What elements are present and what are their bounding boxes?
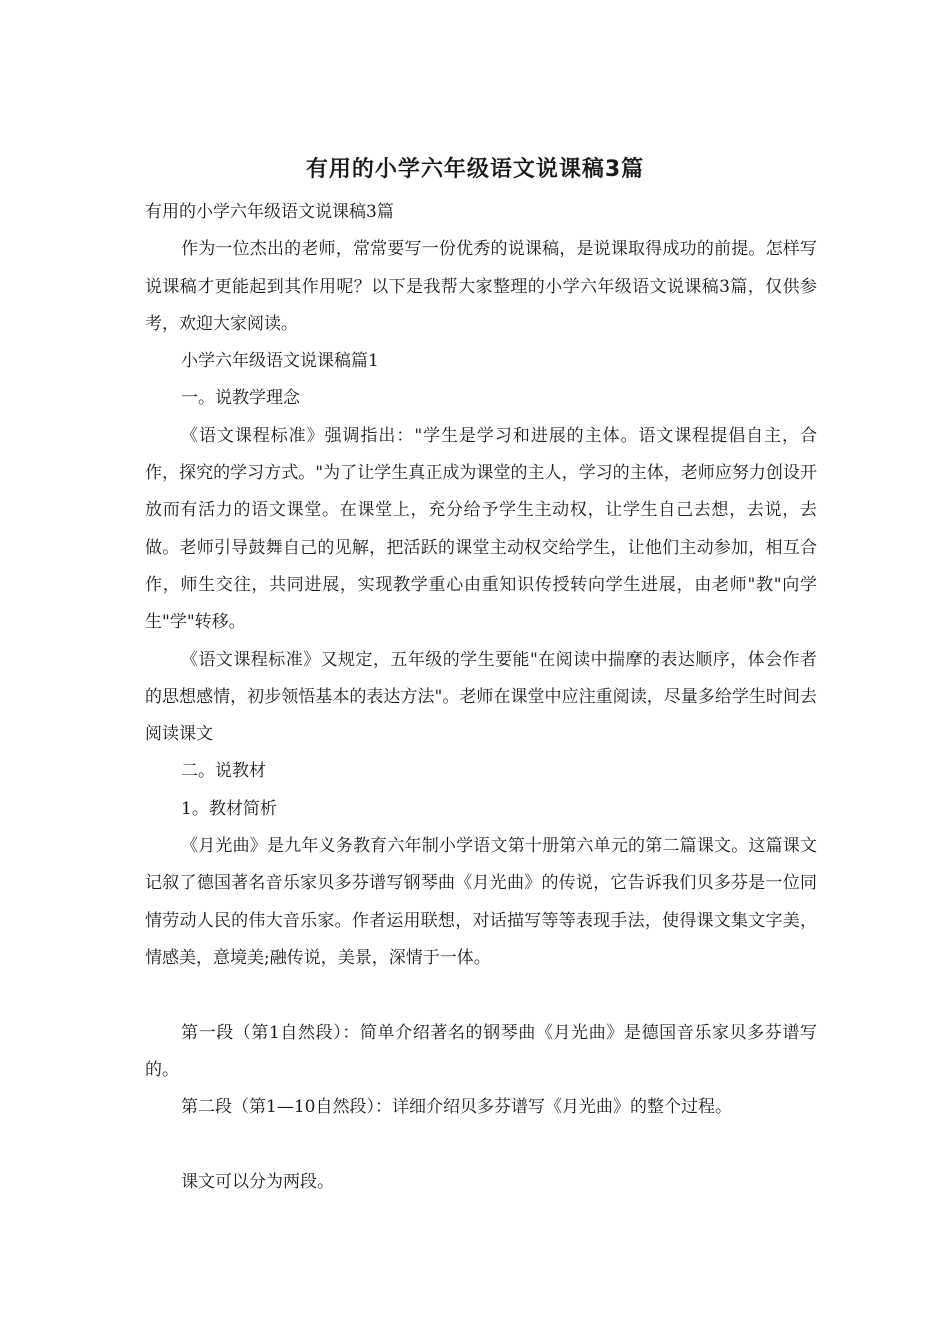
paragraph-moonlight-sonata: 《月光曲》是九年义务教育六年制小学语文第十册第六单元的第二篇课文。这篇课文记叙了德国著名音乐家贝多芬谱写钢琴曲《月光曲》的传说，它告诉我们贝多芬是一位同情劳动人民的伟大音乐家。作者运用联想，对话描写等等表现手法，使得课文集文字美，情感美，意境美;融传说，美景，深情于一体。 [145, 836, 817, 968]
paragraph-curriculum-standard-2: 《语文课程标准》又规定，五年级的学生要能"在阅读中揣摩的表达顺序，体会作者的思想感情，初步领悟基本的表达方法"。老师在课堂中应注重阅读，尽量多给学生时间去阅读课文 [145, 649, 817, 745]
blank-line [145, 977, 817, 1014]
document-title: 有用的小学六年级语文说课稿3篇 [305, 157, 645, 182]
paragraph-section-two: 第二段（第1—10自然段）：详细介绍贝多芬谱写《月光曲》的整个过程。 [181, 1097, 732, 1118]
heading-teaching-material: 二。说教材 [181, 761, 266, 782]
blank-line [145, 1126, 817, 1163]
subtitle-paragraph: 有用的小学六年级语文说课稿3篇 [145, 202, 394, 222]
document-body [145, 194, 817, 1201]
paragraph-curriculum-standard-1: 《语文课程标准》强调指出："学生是学习和进展的主体。语文课程提倡自主，合作，探究的学习方式。"为了让学生真正成为课堂的主人，学习的主体，老师应努力创设开放而有活力的语文课堂。在课堂上，充分给予学生主动权，让学生自己去想，去说，去做。老师引导鼓舞自己的见解，把活跃的课堂主动权交给学生，让他们主动参加，相互合作，师生交往，共同进展，实现教学重心由重知识传授转向学生进展，由老师"教"向学生"学"转移。 [145, 425, 817, 633]
heading-teaching-philosophy: 一。说教学理念 [181, 388, 300, 409]
intro-paragraph: 作为一位杰出的老师，常常要写一份优秀的说课稿，是说课取得成功的前提。怎样写说课稿才更能起到其作用呢？以下是我帮大家整理的小学六年级语文说课稿3篇，仅供参考，欢迎大家阅读。 [145, 239, 817, 334]
paragraph-two-sections: 课文可以分为两段。 [181, 1171, 334, 1192]
paragraph-section-one: 第一段（第1自然段）：简单介绍著名的钢琴曲《月光曲》是德国音乐家贝多芬谱写的。 [145, 1022, 817, 1080]
heading-material-analysis: 1。教材简析 [181, 798, 277, 819]
section-heading-lesson-1: 小学六年级语文说课稿篇1 [181, 351, 379, 372]
